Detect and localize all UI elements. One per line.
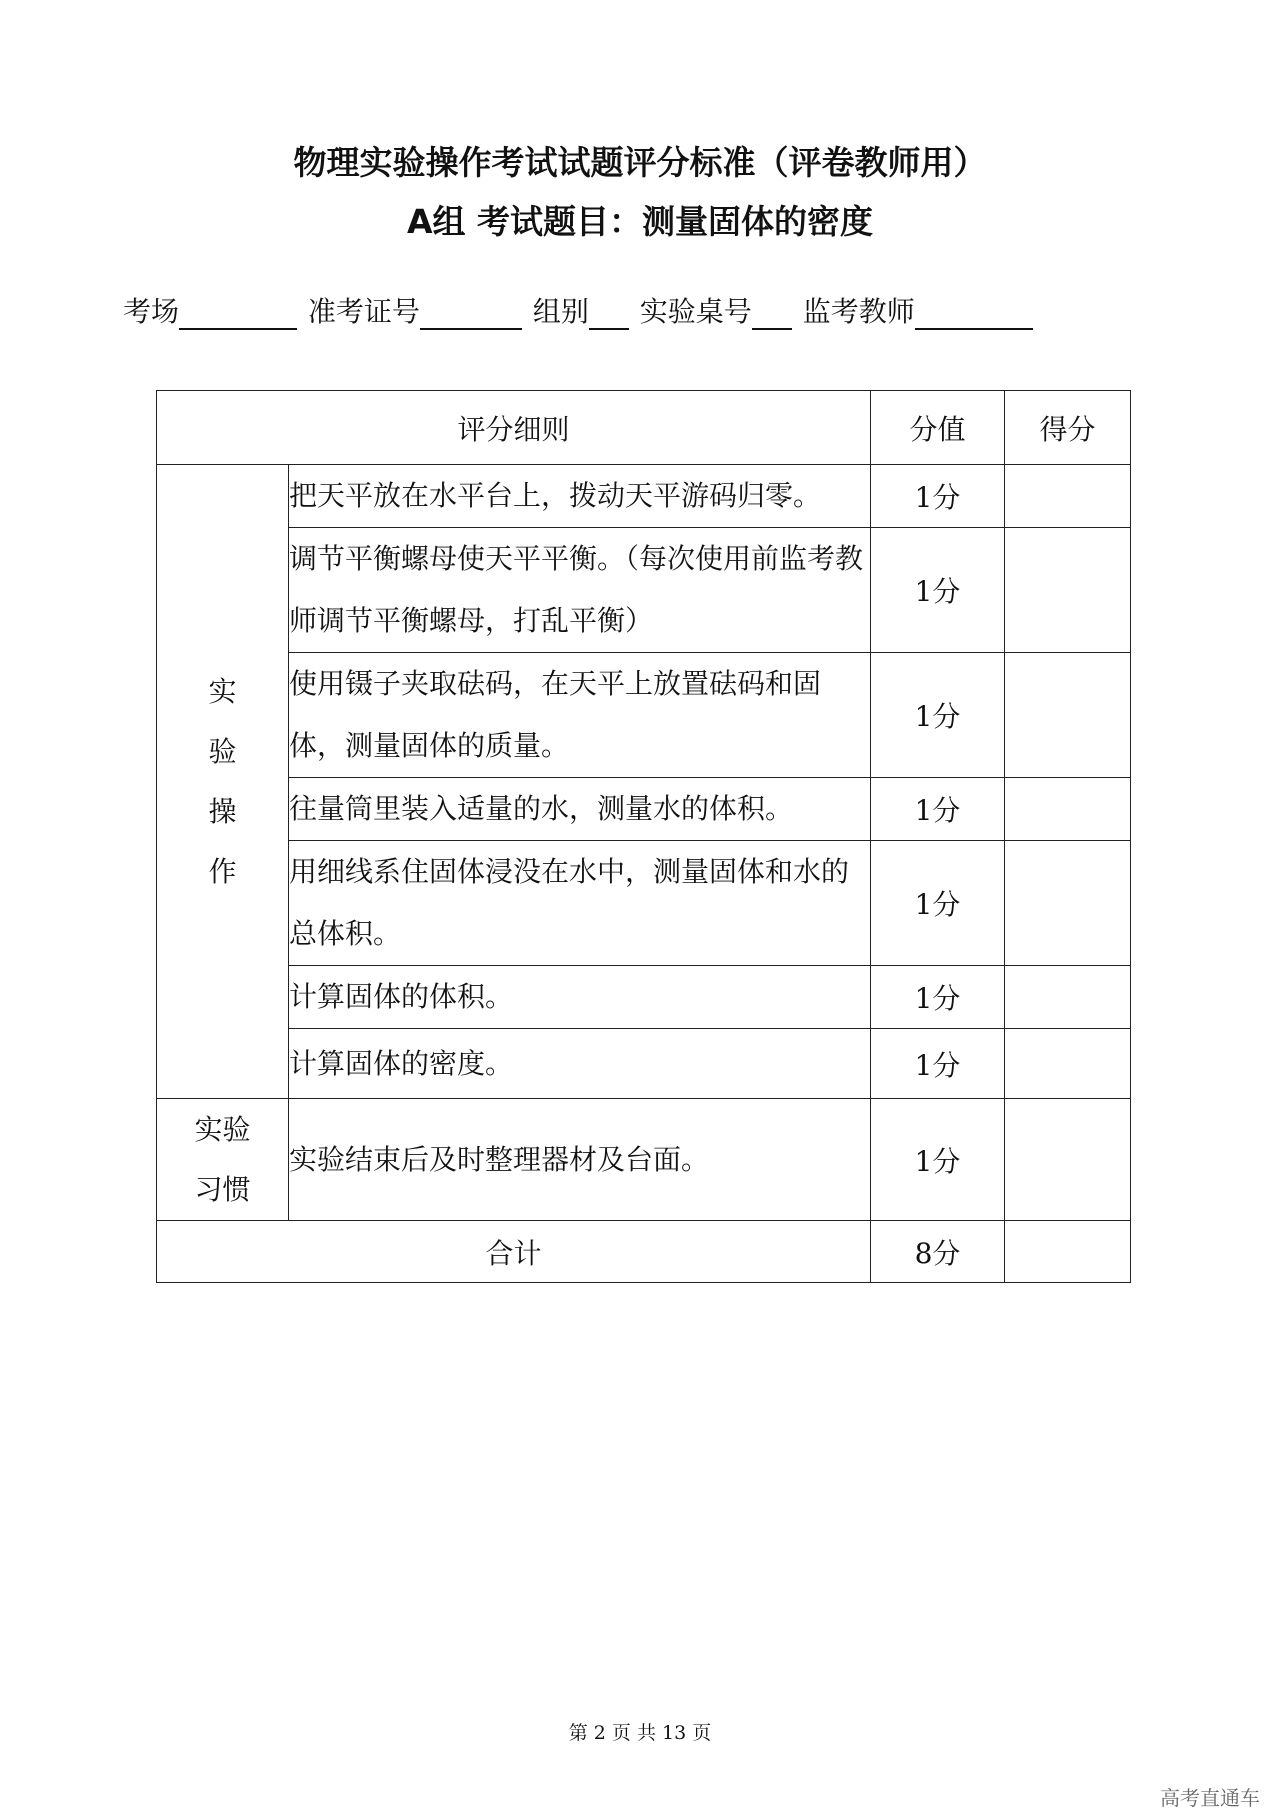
table-header-row (157, 391, 1131, 465)
score-cell[interactable] (1005, 1099, 1131, 1221)
header-criteria: 评分细则 (157, 391, 871, 465)
table-row (157, 778, 1131, 841)
category-experiment-habit: 实验 习惯 (157, 1099, 289, 1221)
points-cell: 1分 (871, 966, 1005, 1029)
points-cell: 1分 (871, 841, 1005, 966)
table-row (157, 966, 1131, 1029)
scoring-table (156, 390, 1131, 1283)
points-cell: 1分 (871, 528, 1005, 653)
total-score-cell[interactable] (1005, 1221, 1131, 1283)
field-label-desk-number: 实验桌号 (639, 295, 752, 328)
criterion-text: 使用镊子夹取砝码，在天平上放置砝码和固体，测量固体的质量。 (289, 653, 871, 778)
points-cell: 1分 (871, 1099, 1005, 1221)
score-cell[interactable] (1005, 841, 1131, 966)
exam-info-line (123, 290, 1035, 330)
table-row (157, 1099, 1131, 1221)
score-cell[interactable] (1005, 1029, 1131, 1099)
criterion-text: 往量筒里装入适量的水，测量水的体积。 (289, 778, 871, 841)
score-cell[interactable] (1005, 528, 1131, 653)
table-row (157, 1029, 1131, 1099)
watermark: 高考直通车 (1160, 1786, 1260, 1810)
score-cell[interactable] (1005, 966, 1131, 1029)
header-points: 分值 (871, 391, 1005, 465)
score-cell[interactable] (1005, 778, 1131, 841)
points-cell: 1分 (871, 778, 1005, 841)
header-score: 得分 (1005, 391, 1131, 465)
page-number: 第 2 页 共 13 页 (568, 1722, 712, 1744)
criterion-text: 计算固体的体积。 (289, 966, 871, 1029)
criterion-text: 把天平放在水平台上，拨动天平游码归零。 (289, 465, 871, 528)
criterion-text: 计算固体的密度。 (289, 1029, 871, 1099)
score-cell[interactable] (1005, 653, 1131, 778)
total-label: 合计 (157, 1221, 871, 1283)
criterion-text: 实验结束后及时整理器材及台面。 (289, 1099, 871, 1221)
table-row (157, 653, 1131, 778)
field-label-proctor: 监考教师 (802, 295, 915, 328)
total-points: 8分 (871, 1221, 1005, 1283)
field-label-admission-number: 准考证号 (307, 295, 420, 328)
score-cell[interactable] (1005, 465, 1131, 528)
desk-number-blank[interactable] (752, 298, 792, 330)
field-label-group: 组别 (532, 295, 589, 328)
table-row (157, 528, 1131, 653)
total-row (157, 1221, 1131, 1283)
criterion-text: 调节平衡螺母使天平平衡。（每次使用前监考教师调节平衡螺母，打乱平衡） (289, 528, 871, 653)
field-label-exam-room: 考场 (123, 295, 180, 328)
table-row (157, 465, 1131, 528)
category-experiment-operation: 实 验 操 作 (157, 465, 289, 1099)
points-cell: 1分 (871, 653, 1005, 778)
points-cell: 1分 (871, 1029, 1005, 1099)
exam-room-blank[interactable] (179, 298, 297, 330)
document-title: 物理实验操作考试试题评分标准（评卷教师用） (293, 143, 987, 182)
admission-number-blank[interactable] (420, 298, 522, 330)
criterion-text: 用细线系住固体浸没在水中，测量固体和水的总体积。 (289, 841, 871, 966)
points-cell: 1分 (871, 465, 1005, 528)
group-blank[interactable] (589, 298, 629, 330)
table-row (157, 841, 1131, 966)
proctor-blank[interactable] (915, 298, 1033, 330)
document-subtitle: A组 考试题目：测量固体的密度 (406, 202, 874, 241)
